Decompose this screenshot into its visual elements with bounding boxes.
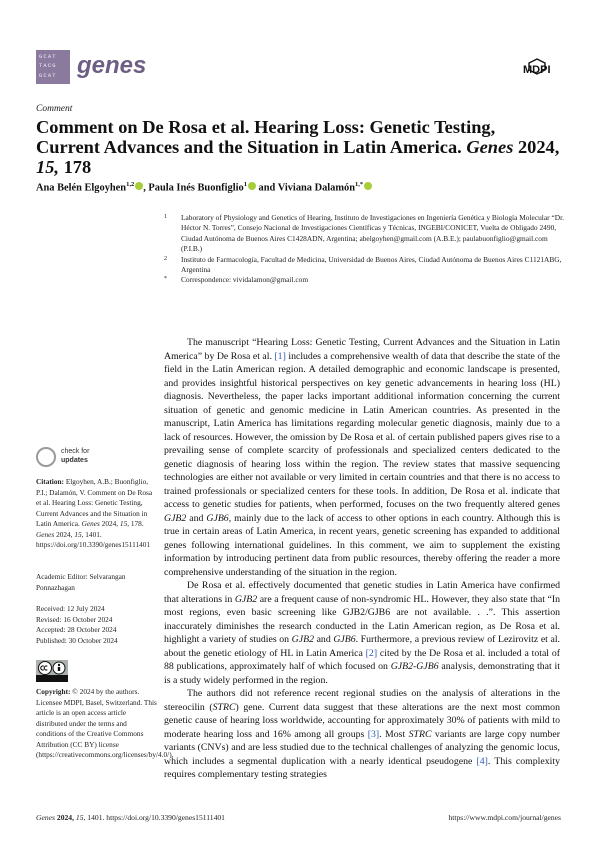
citation-block: Citation: Elgoyhen, A.B.; Buonfiglio, P.I.; Dalamón, V. Comment on De Rosa et al. Hearing Loss: Genetic Testing, Current Advances and the Situation in Latin America. Genes 2024, 15, 178. Genes 2024, 15, 1401. https://doi.org/10.3390/genes15111401 [36,477,153,549]
copyright-block [36,687,174,761]
cc-by-icon [36,660,68,682]
citation-link[interactable]: [2] [365,647,378,659]
orcid-icon[interactable] [364,182,372,190]
article-title [36,117,561,177]
published-date: Published: 30 October 2024 [36,635,118,645]
citation-doi[interactable]: 1401. https://doi.org/10.3390/genes15111401 [36,529,151,549]
received-date: Received: 12 July 2024 [36,604,105,613]
author-affil-sup: 1 [243,181,247,188]
affiliation-text: Instituto de Farmacología, Facultad de Medicina, Universidad de Buenos Aires, Ciudad Autónoma de Buenos Aires C1121ABG, Argentina [181,254,562,275]
article-body [164,336,560,782]
author-name[interactable]: Viviana Dalamón [277,182,355,194]
orcid-icon[interactable] [248,182,256,190]
citation-label: Citation: [36,477,64,486]
revised-date: Revised: 16 October 2024 [36,614,113,624]
author-list: Ana Belén Elgoyhen$^{1,2}$ , Paula Inés Buonfiglio$^1$ and Viviana Dalamón$^{1,*}$ [36,181,561,193]
affiliation-item [164,255,564,276]
correspondence-text[interactable]: Correspondence: vividalamon@gmail.com [181,275,309,285]
copyright-text: © 2024 by the authors. Licensee MDPI, Basel, Switzerland. This article is an open access article distributed under the terms and conditions of the Creative Commons Attribution (CC BY) license (https://creativecommons.org/licenses/by/4.0/). [36,687,174,759]
author-affil-sup: 1,2 [126,181,135,188]
cc-by-license-badge[interactable] [36,660,68,682]
title-main: Comment on De Rosa et al. Hearing Loss: Genetic Testing, Current Advances and the Situation in Latin America. [36,117,496,157]
academic-editor: Academic Editor: Selvarangan Ponnazhagan [36,572,126,592]
body-paragraph: The manuscript “Hearing Loss: Genetic Testing, Current Advances and the Situation in Latin America” by De Rosa et al. [1] includes a comprehensive wealth of data that describe the state of the field in the Latin American region. A detailed demographic and economic landscape is presented, and provides insightful historical perspectives on key genetic advancements in hearing loss (HL) diagnosis. Nevertheless, the paper lacks important additional information concerning the current situation of genetic and genomic medicine in Latin American countries. As presented in the manuscript, Latin America has limitations regarding molecular genetic diagnosis, mainly due to a lack of resources. However, the omission by De Rosa et al. of certain published papers gives rise to a prevailing sense of complete scarcity of professionals and specialized centers dedicated to the genetic diagnosis of hearing loss within the region. The review states that massive sequencing technologies are either not available or very limited in certain countries and that there is no access to trained professionals or specialized centers for these tools. In addition, De Rosa et al. indicate that access to genetic studies for patients, when performed, focuses on the two frequently altered genes GJB2 and GJB6, mainly due to the lack of access to other options in each country. Although this is true in certain areas of Latin America, in recent years, genetic screening has expanded to additional genes following international guidelines. In this comment, we aim to supplement the existing information by introducing pertinent data from public resources, thereby offering the reader a more comprehensive understanding of the situation in the region. [164,337,561,578]
logo-letters: GCAT TACG GCAT [39,54,57,79]
affiliation-number: * [164,276,167,283]
author-name[interactable]: Paula Inés Buonfiglio [148,182,244,194]
footer-citation: Genes 2024, 15, 1401. https://doi.org/10.3390/genes15111401 [36,813,225,822]
citation-link[interactable]: [4] [476,755,488,767]
mdpi-logo[interactable] [515,58,559,80]
footer-journal-url[interactable]: https://www.mdpi.com/journal/genes [448,813,561,822]
journal-logo [36,50,70,84]
author-joiner: and [258,182,276,194]
affiliation-number: 2 [164,255,167,262]
title-year: 2024, [517,137,560,157]
affiliation-text: Laboratory of Physiology and Genetics of Hearing, Instituto de Investigaciones en Ingeniería Genética y Biología Molecular “Dr. Héctor N. Torres”, Consejo Nacional de Investigaciones Científicas y Técnicas, INGEBI/CONICET, Vuelta de Obligado 2490, Ciudad Autónoma de Buenos Aires C1428ADN, Argentina; abelgoyhen@gmail.com (A.B.E.); paulabuonfiglio@gmail.com (P.I.B.) [181,213,564,254]
accepted-date: Accepted: 28 October 2024 [36,625,117,634]
affiliations [164,213,564,286]
author-affil-sup: 1,* [355,181,364,188]
body-paragraph: The authors did not reference recent regional studies on the analysis of alterations in the stereocilin (STRC) gene. Current data suggest that these alterations are the next most common genetic cause of hearing loss worldwide, accounting for approximately 30% of patients with mild to moderate hearing loss and 16% among all groups [3]. Most STRC variants are large copy number variants (CNVs) and are less studied due to the technical challenges of analyzing the genomic locus, which includes a segmental duplication with a nearly identical pseudogene [4]. This complexity requires complementary testing strategies [164,688,560,780]
affiliation-item [164,275,564,285]
check-updates-label: check for updates [61,448,90,464]
mdpi-text: MDPI [523,64,551,76]
affiliation-number: 1 [164,214,167,220]
copyright-label: Copyright: [36,687,71,696]
body-paragraph: De Rosa et al. effectively documented that genetic studies in Latin America have confirmed that alterations in GJB2 are a frequent cause of non-syndromic HL. However, they also state that “In most regions, even basic screening like GJB2/GJB6 are not available. . .”. This assertion inaccurately diminishes the research conducted in the Latin American region, as De Rosa et al. highlight a variety of studies on GJB2 and GJB6. Furthermore, a previous review of Lezirovitz et al. about the genetic etiology of HL in Latin America [2] cited by the De Rosa et al. included a total of 88 publications, approximately half of which focused on GJB2-GJB6 analysis, demonstrating that it is a study widely performed in the region. [164,580,561,686]
title-page: 178 [63,157,92,177]
check-updates-icon [36,447,56,467]
title-volume: 15, [36,157,59,177]
orcid-icon[interactable] [135,182,143,190]
citation-link[interactable]: [3] [367,728,380,740]
title-journal: Genes [466,137,514,157]
citation-text: Elgoyhen, A.B.; Buonfiglio, P.I.; Dalamón, V. Comment on De Rosa et al. Hearing Loss: Genetic Testing, Current Advances and the Situation in Latin America. [36,477,153,528]
article-type: Comment [36,104,73,114]
affiliation-item [164,213,564,255]
history-dates [36,604,158,646]
journal-name[interactable]: genes [77,52,147,79]
check-for-updates-button[interactable] [36,445,136,471]
author-name[interactable]: Ana Belén Elgoyhen [36,182,127,194]
citation-link[interactable]: [1] [274,350,286,362]
